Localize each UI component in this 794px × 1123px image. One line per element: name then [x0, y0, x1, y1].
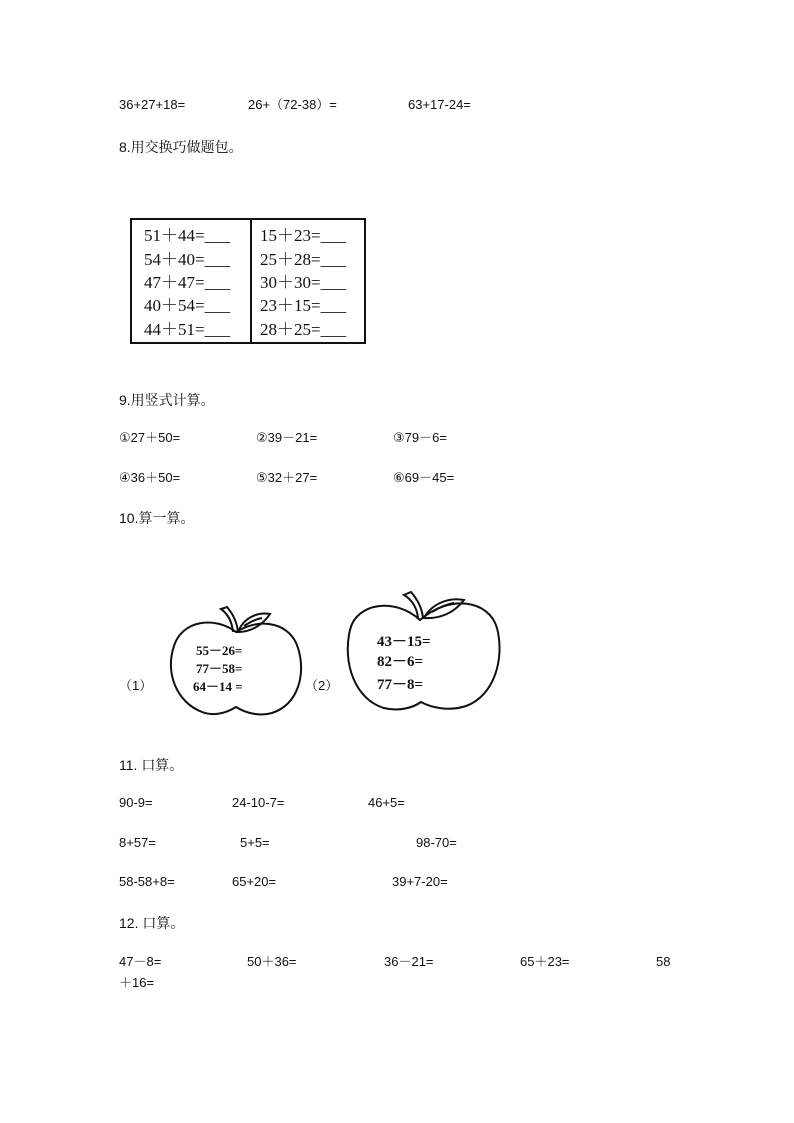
q9-item-1: ①27＋50=: [119, 430, 181, 445]
q11-item-5: 5+5=: [240, 835, 270, 850]
apple-2-expr-3: 77－8=: [377, 677, 424, 693]
q12-item-4: 65＋23=: [520, 954, 570, 969]
q11-item-2: 24-10-7=: [232, 795, 285, 810]
apple-1-expr-1: 55－26=: [196, 643, 243, 658]
q8-left-5: 44＋51=___: [144, 320, 231, 339]
apple-2-expr-2: 82－6=: [377, 654, 424, 670]
q8-title: 8.用交换巧做题包。: [119, 139, 243, 155]
q12-item-5-continued: ＋16=: [119, 975, 155, 990]
q10-label-2: （2）: [305, 678, 339, 693]
q11-item-7: 58-58+8=: [119, 874, 175, 889]
apple-1-expr-2: 77－58=: [196, 661, 243, 676]
q12-item-3: 36－21=: [384, 954, 434, 969]
q11-item-8: 65+20=: [232, 874, 277, 889]
q9-item-4: ④36＋50=: [119, 470, 181, 485]
q8-right-5: 28＋25=___: [260, 320, 347, 339]
apple-2-expr-1: 43－15=: [377, 634, 431, 650]
q8-left-1: 51＋44=___: [144, 226, 231, 245]
q8-left-3: 47＋47=___: [144, 273, 231, 292]
q12-item-1: 47－8=: [119, 954, 162, 969]
q11-item-9: 39+7-20=: [392, 874, 448, 889]
expression-3: 63+17-24=: [408, 97, 471, 112]
q11-item-6: 98-70=: [416, 835, 457, 850]
q8-right-4: 23＋15=___: [260, 296, 347, 315]
q9-item-5: ⑤32＋27=: [256, 470, 318, 485]
q8-right-2: 25＋28=___: [260, 250, 347, 269]
q9-item-2: ②39－21=: [256, 430, 318, 445]
q12-title: 12. 口算。: [119, 915, 185, 931]
expression-1: 36+27+18=: [119, 97, 186, 112]
q10-label-1: （1）: [119, 678, 153, 693]
q11-title: 11. 口算。: [119, 757, 184, 773]
q8-left-2: 54＋40=___: [144, 250, 231, 269]
q9-item-6: ⑥69－45=: [393, 470, 455, 485]
q12-item-5: 58: [656, 954, 671, 969]
q8-right-3: 30＋30=___: [260, 273, 347, 292]
q9-item-3: ③79－6=: [393, 430, 447, 445]
apple-1-expr-3: 64－14 =: [193, 679, 243, 694]
q11-item-1: 90-9=: [119, 795, 153, 810]
q11-item-3: 46+5=: [368, 795, 405, 810]
q8-left-4: 40＋54=___: [144, 296, 231, 315]
q12-item-2: 50＋36=: [247, 954, 297, 969]
q8-right-1: 15＋23=___: [260, 226, 347, 245]
q11-item-4: 8+57=: [119, 835, 156, 850]
expression-2: 26+（72-38）=: [248, 97, 337, 112]
q9-title: 9.用竖式计算。: [119, 392, 215, 408]
q10-title: 10.算一算。: [119, 510, 195, 526]
